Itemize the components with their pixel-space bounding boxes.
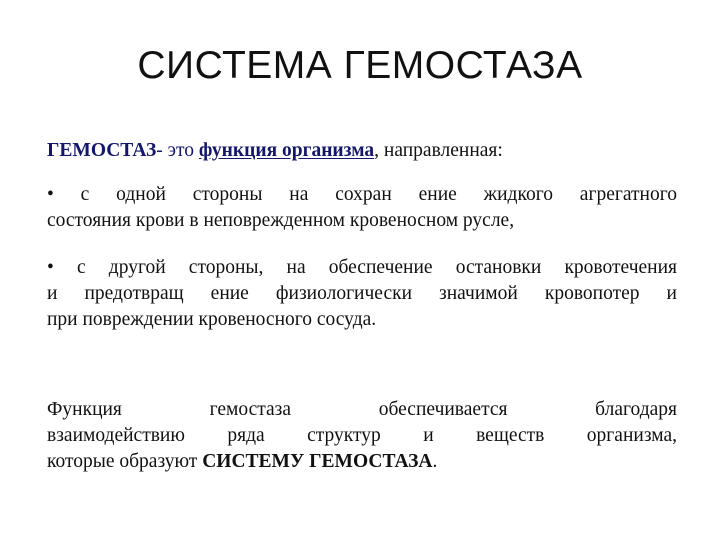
bullet-2-line-2: и предотвращ ение физиологически значимой кровопотер и [47, 283, 677, 304]
bullet-2-line-1: • с другой стороны, на обеспечение остановки кровотечения [47, 257, 677, 278]
bullet-1-line-2: состояния крови в неповрежденном кровеносном русле, [47, 210, 515, 231]
slide-title: СИСТЕМА ГЕМОСТАЗА [137, 44, 583, 87]
bullet-1-line-1: • с одной стороны на сохран ение жидкого агрегатного [47, 184, 677, 205]
definition-emphasis: функция организма [198, 140, 375, 161]
definition-dash: - это [156, 140, 194, 161]
conclusion-paragraph [47, 397, 677, 475]
bullet-paragraph-1 [47, 182, 677, 234]
bullet-2-line-3: при повреждении кровеносного сосуда. [47, 309, 377, 330]
definition-paragraph [47, 138, 677, 164]
definition-rest: , направленная: [374, 140, 503, 161]
conclusion-line-3-suffix: . [432, 451, 438, 472]
conclusion-line-2: взаимодействию ряда структур и веществ организма, [47, 425, 677, 446]
conclusion-line-3 [47, 449, 677, 475]
definition-term: ГЕМОСТАЗ [47, 140, 157, 161]
bullet-paragraph-2 [47, 255, 677, 333]
conclusion-line-3-prefix: которые образуют [47, 451, 203, 472]
conclusion-line-1: Функция гемостаза обеспечивается благодаря [47, 399, 677, 420]
conclusion-system-name: СИСТЕМУ ГЕМОСТАЗА [202, 451, 433, 472]
